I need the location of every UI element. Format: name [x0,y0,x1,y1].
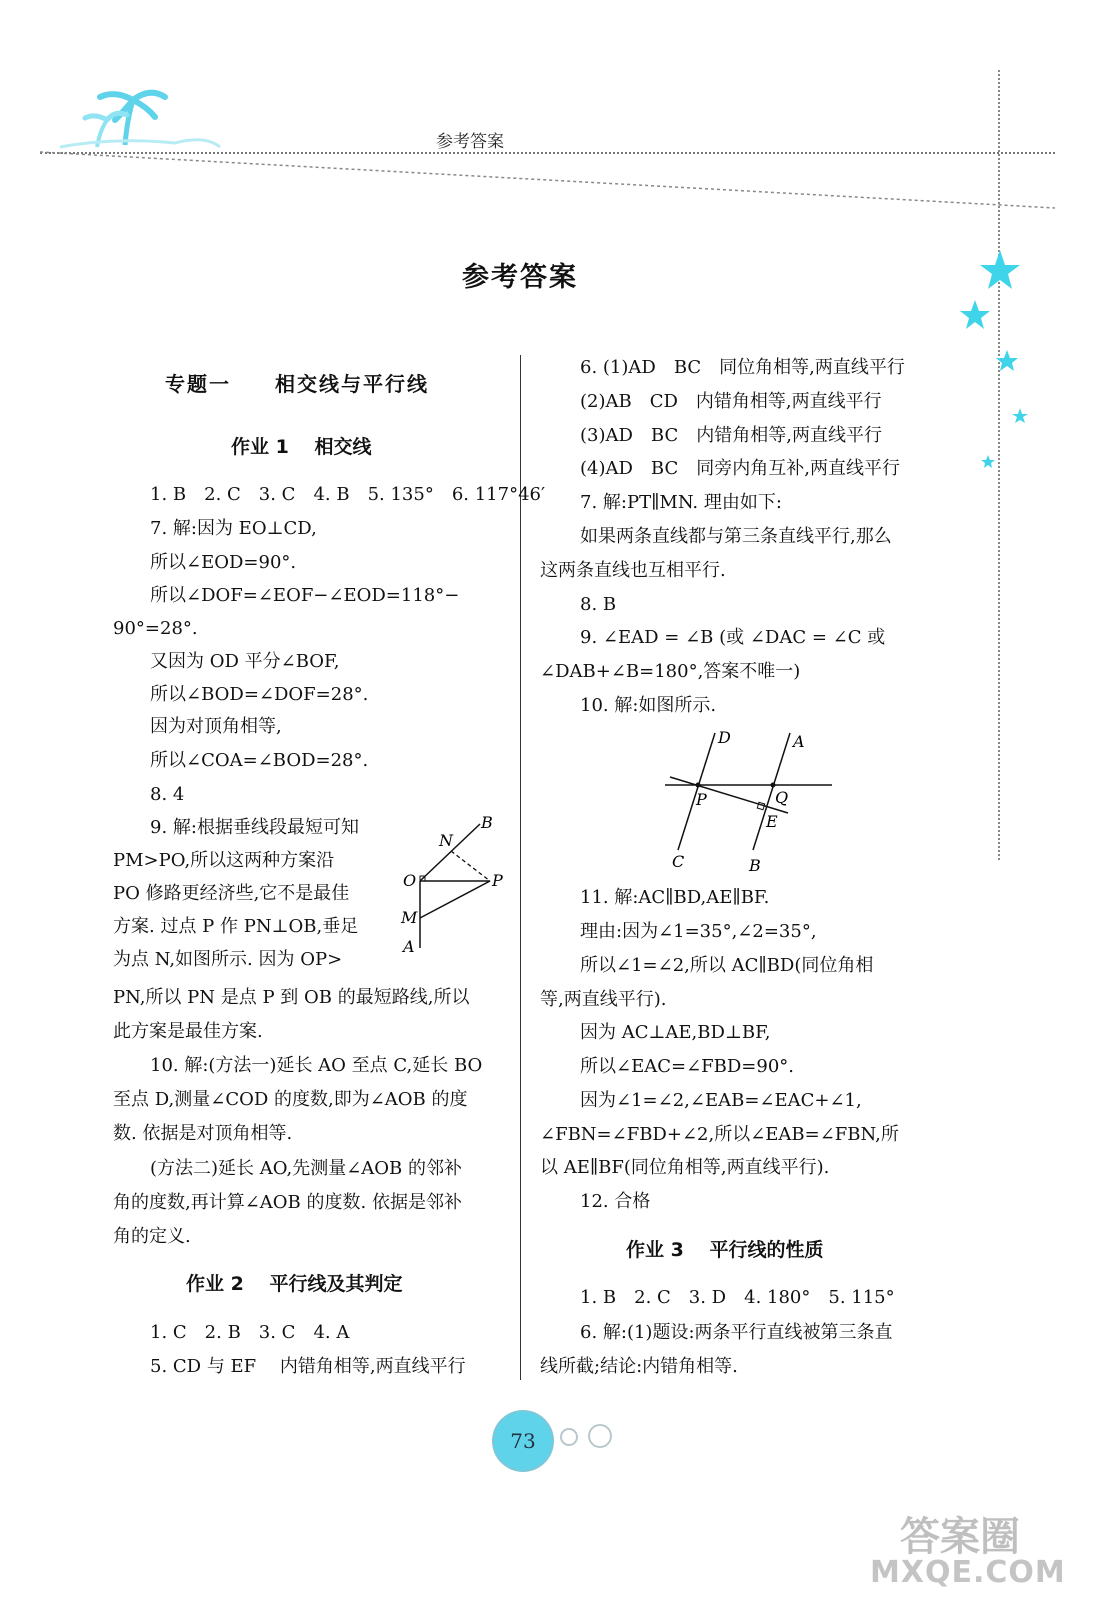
fig1-label-B: B [481,813,493,832]
answer-line: 10. 解:(方法一)延长 AO 至点 C,延长 BO [150,1055,483,1076]
answer-line: (2)AB CD 内错角相等,两直线平行 [580,391,882,412]
answer-line: 线所截;结论:内错角相等. [540,1356,738,1377]
header-slant-line [40,146,1055,216]
answer-line: 至点 D,测量∠COD 的度数,即为∠AOB 的度 [113,1089,468,1110]
answer-line: 所以∠COA=∠BOD=28°. [150,750,369,771]
figure-perpendicular [395,808,510,958]
answer-line: 以 AE∥BF(同位角相等,两直线平行). [540,1157,830,1178]
answer-line: 所以∠EAC=∠FBD=90°. [580,1056,795,1077]
answer-line: 所以∠BOD=∠DOF=28°. [150,684,369,705]
decor-ring [560,1428,578,1446]
section-title-3: 作业 3 平行线的性质 [626,1239,824,1261]
answer-line: 如果两条直线都与第三条直线平行,那么 [580,526,892,547]
answer-line: PM>PO,所以这两种方案沿 [113,850,335,871]
answer-line: 理由:因为∠1=35°,∠2=35°, [580,921,817,942]
answer-line: 1. B 2. C 3. C 4. B 5. 135° 6. 117°46′ [150,484,546,505]
answer-line: 12. 合格 [580,1191,651,1212]
answer-line: 数. 依据是对顶角相等. [113,1123,293,1144]
figure-parallel-lines [660,725,840,875]
fig2-label-P: P [696,790,707,809]
answer-line: 90°=28°. [113,618,198,639]
watermark-url: MXQE.COM [870,1555,1066,1590]
fig1-label-M: M [401,908,418,927]
answer-line: 因为 AC⊥AE,BD⊥BF, [580,1022,771,1043]
answer-line: 1. C 2. B 3. C 4. A [150,1322,350,1343]
answer-line: 等,两直线平行). [540,989,667,1010]
answer-line: 10. 解:如图所示. [580,695,717,716]
answer-line: 8. B [580,594,617,615]
fig1-label-O: O [403,871,417,890]
answer-line: (3)AD BC 内错角相等,两直线平行 [580,425,882,446]
topic-title: 专题一 相交线与平行线 [165,372,429,396]
decor-ring [588,1424,612,1448]
section-title-2: 作业 2 平行线及其判定 [186,1273,403,1295]
answer-line: 5. CD 与 EF 内错角相等,两直线平行 [150,1356,466,1377]
answer-line: 9. ∠EAD = ∠B (或 ∠DAC = ∠C 或 [580,627,886,648]
answer-line: PN,所以 PN 是点 P 到 OB 的最短路线,所以 [113,987,470,1008]
fig1-label-A: A [403,937,415,956]
fig2-label-A: A [793,732,805,751]
answer-line: 7. 解:PT∥MN. 理由如下: [580,492,782,513]
fig1-label-P: P [492,871,503,890]
answer-line: 方案. 过点 P 作 PN⊥OB,垂足 [113,916,359,937]
fig2-label-B: B [749,856,761,875]
fig2-label-E: E [766,812,778,831]
answer-line: 7. 解:因为 EO⊥CD, [150,518,317,539]
answer-line: ∠DAB+∠B=180°,答案不唯一) [540,661,801,682]
answer-line: (4)AD BC 同旁内角互补,两直线平行 [580,458,900,479]
answer-line: 角的定义. [113,1226,191,1247]
answer-line: PO 修路更经济些,它不是最佳 [113,883,350,904]
answer-line: (方法二)延长 AO,先测量∠AOB 的邻补 [150,1158,462,1179]
answer-line: 所以∠EOD=90°. [150,552,297,573]
answer-line: 所以∠1=∠2,所以 AC∥BD(同位角相 [580,955,874,976]
watermark-logo: 答案圈 [900,1514,1020,1560]
answer-line: 此方案是最佳方案. [113,1021,263,1042]
fig2-label-C: C [672,852,685,871]
fig2-label-Q: Q [775,788,789,807]
fig2-label-D: D [718,728,731,747]
answer-line: 这两条直线也互相平行. [540,560,726,581]
answer-line: 为点 N,如图所示. 因为 OP> [113,949,343,970]
answer-line: 8. 4 [150,784,185,805]
page-title: 参考答案 [462,262,578,293]
answer-line: 1. B 2. C 3. D 4. 180° 5. 115° [580,1287,895,1308]
answer-line: 9. 解:根据垂线段最短可知 [150,817,359,838]
answer-line: 11. 解:AC∥BD,AE∥BF. [580,887,770,908]
answer-line: 所以∠DOF=∠EOF−∠EOD=118°− [150,585,460,606]
column-divider [520,355,521,1380]
section-title-1: 作业 1 相交线 [231,436,372,458]
answer-line: 又因为 OD 平分∠BOF, [150,651,340,672]
header-title: 参考答案 [436,132,504,152]
answer-line: 因为∠1=∠2,∠EAB=∠EAC+∠1, [580,1090,862,1111]
answer-line: 6. 解:(1)题设:两条平行直线被第三条直 [580,1322,893,1343]
answer-line: 因为对顶角相等, [150,716,282,737]
answer-line: 角的度数,再计算∠AOB 的度数. 依据是邻补 [113,1192,462,1213]
answer-line: ∠FBN=∠FBD+∠2,所以∠EAB=∠FBN,所 [540,1124,899,1145]
page-number-badge: 73 [492,1410,554,1472]
answer-line: 6. (1)AD BC 同位角相等,两直线平行 [580,357,905,378]
fig1-label-N: N [439,831,453,850]
